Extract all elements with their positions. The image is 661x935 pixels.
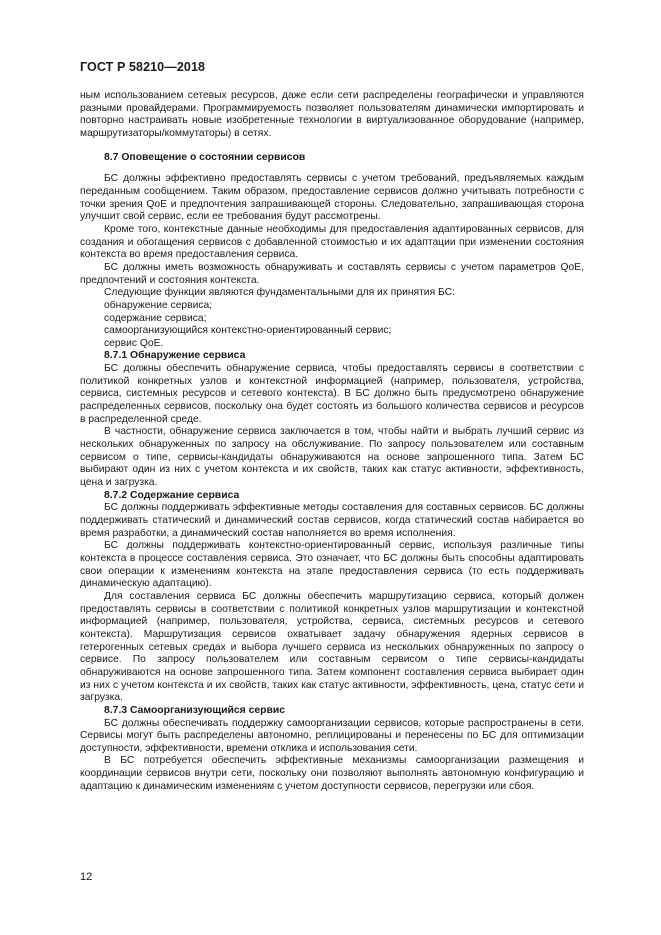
paragraph: БС должны обеспечивать поддержку самоорганизации сервисов, которые распространены в сети. Сервисы могут быть распределены автономно, реплицированы и перенесены по БС для оптимизации доступности, эффективности, времени отклика и использования сети. <box>80 717 584 754</box>
section-8-7-1-heading: 8.7.1 Обнаружение сервиса <box>104 350 246 362</box>
paragraph: Следующие функции являются фундаментальными для их принятия БС: <box>104 287 455 299</box>
section-8-7-2-heading: 8.7.2 Содержание сервиса <box>104 489 240 501</box>
paragraph: БС должны иметь возможность обнаруживать и составлять сервисы с учетом параметров QoE, предпочтений и состояния контекста. <box>80 261 584 286</box>
functions-list <box>80 300 584 351</box>
paragraph: Кроме того, контекстные данные необходимы для предоставления адаптированных сервисов, для создания и обогащения сервисов с добавленной стоимостью и их адаптации при изменении состояния контекста во время предоставления сервиса. <box>80 223 584 261</box>
list-item: содержание сервиса; <box>104 312 207 324</box>
paragraph: Для составления сервиса БС должны обеспечить маршрутизацию сервиса, который должен предоставлять сервисы в соответствии с политикой конкретных узлов маршрутизации и контекстной информацией (например, пользователя, устройства, сервиса, системных ресурсов и сетевого контекста). Маршрутизация сервисов охватывает задачу обнаружения ядерных сервисов в гетерогенных сетевых средах и выбора лучшего сервиса из нескольких обнаруженных по запросу о сервисе. По запросу пользователем или составным сервисом о типе сервисы-кандидаты обнаруживаются на основе запрошенного типа. Затем компонент составления сервиса выбирает один из них с учетом контекста и их свойств, таких как статус активности, эффективность, цена, статус сети и загрузка. <box>80 590 584 704</box>
paragraph: БС должны поддерживать эффективные методы составления для составных сервисов. БС должны поддерживать статический и динамический состав сервисов, когда статический состав набирается во время разработки, а динамический состав наполняется во время исполнения. <box>80 502 584 539</box>
paragraph: БС должны поддерживать контекстно-ориентированный сервис, используя различные типы контекста в процессе составления сервиса. Это означает, что БС должны быть способны адаптировать свои операции к изменениям контекста на этапе предоставления сервиса (то есть поддерживать динамическую адаптацию). <box>80 540 584 590</box>
document-header: ГОСТ Р 58210—2018 <box>80 60 206 74</box>
list-item: сервис QoE. <box>104 337 164 349</box>
section-8-7-3-heading: 8.7.3 Самоорганизующийся сервис <box>104 704 286 716</box>
paragraph: БС должны эффективно предоставлять сервисы с учетом требований, предъявляемых каждым переданным сообщением. Таким образом, предоставление сервисов должно учитывать потребности с точки зрения QoE и предпочтения запрашивающей стороны. Следовательно, запрашивающая сторона улучшит свой сервис, если ее требования будут рассмотрены. <box>80 173 584 223</box>
document-body <box>80 90 584 793</box>
paragraph: В БС потребуется обеспечить эффективные механизмы самоорганизации размещения и координации сервисов внутри сети, поскольку они позволяют выполнять автономную конфигурацию и адаптацию к динамическим изменениям с учетом доступности сервисов, перегрузки или сбоя. <box>80 755 584 792</box>
paragraph: БС должны обеспечить обнаружение сервиса, чтобы предоставлять сервисы в соответствии с политикой конкретных узлов и контекстной информацией (например, пользователя, устройства, сервиса, системных ресурсов и сетевого контекста). В БС должно быть предусмотрено обнаружение распределенных сервисов, поскольку она будет состоять из большого количества сервисов и ресурсов в распределенной среде. <box>80 363 584 425</box>
list-item: обнаружение сервиса; <box>104 299 213 311</box>
intro-paragraph: ным использованием сетевых ресурсов, даже если сети распределены географически и управляются разными провайдерами. Программируемость позволяет пользователям динамически импортировать и повторно настраивать новые изобретенные технологии в виртуализованное оборудование (например, маршрутизаторы/коммутаторы) в сетях. <box>80 90 584 139</box>
section-8-7-heading: 8.7 Оповещение о состоянии сервисов <box>104 151 306 163</box>
paragraph: В частности, обнаружение сервиса заключается в том, чтобы найти и выбрать лучший сервис из нескольких обнаруженных по запросу на обслуживание. По запросу пользователем или составным сервисом о типе, сервисы-кандидаты обнаруживаются на основе запрошенного типа. Затем БС выбирают один из них с учетом контекста и их свойств, таких как статус активности, эффективность, цена и загрузка. <box>80 426 584 489</box>
page-number: 12 <box>80 871 93 883</box>
list-item: самоорганизующийся контекстно-ориентированный сервис; <box>104 325 392 337</box>
